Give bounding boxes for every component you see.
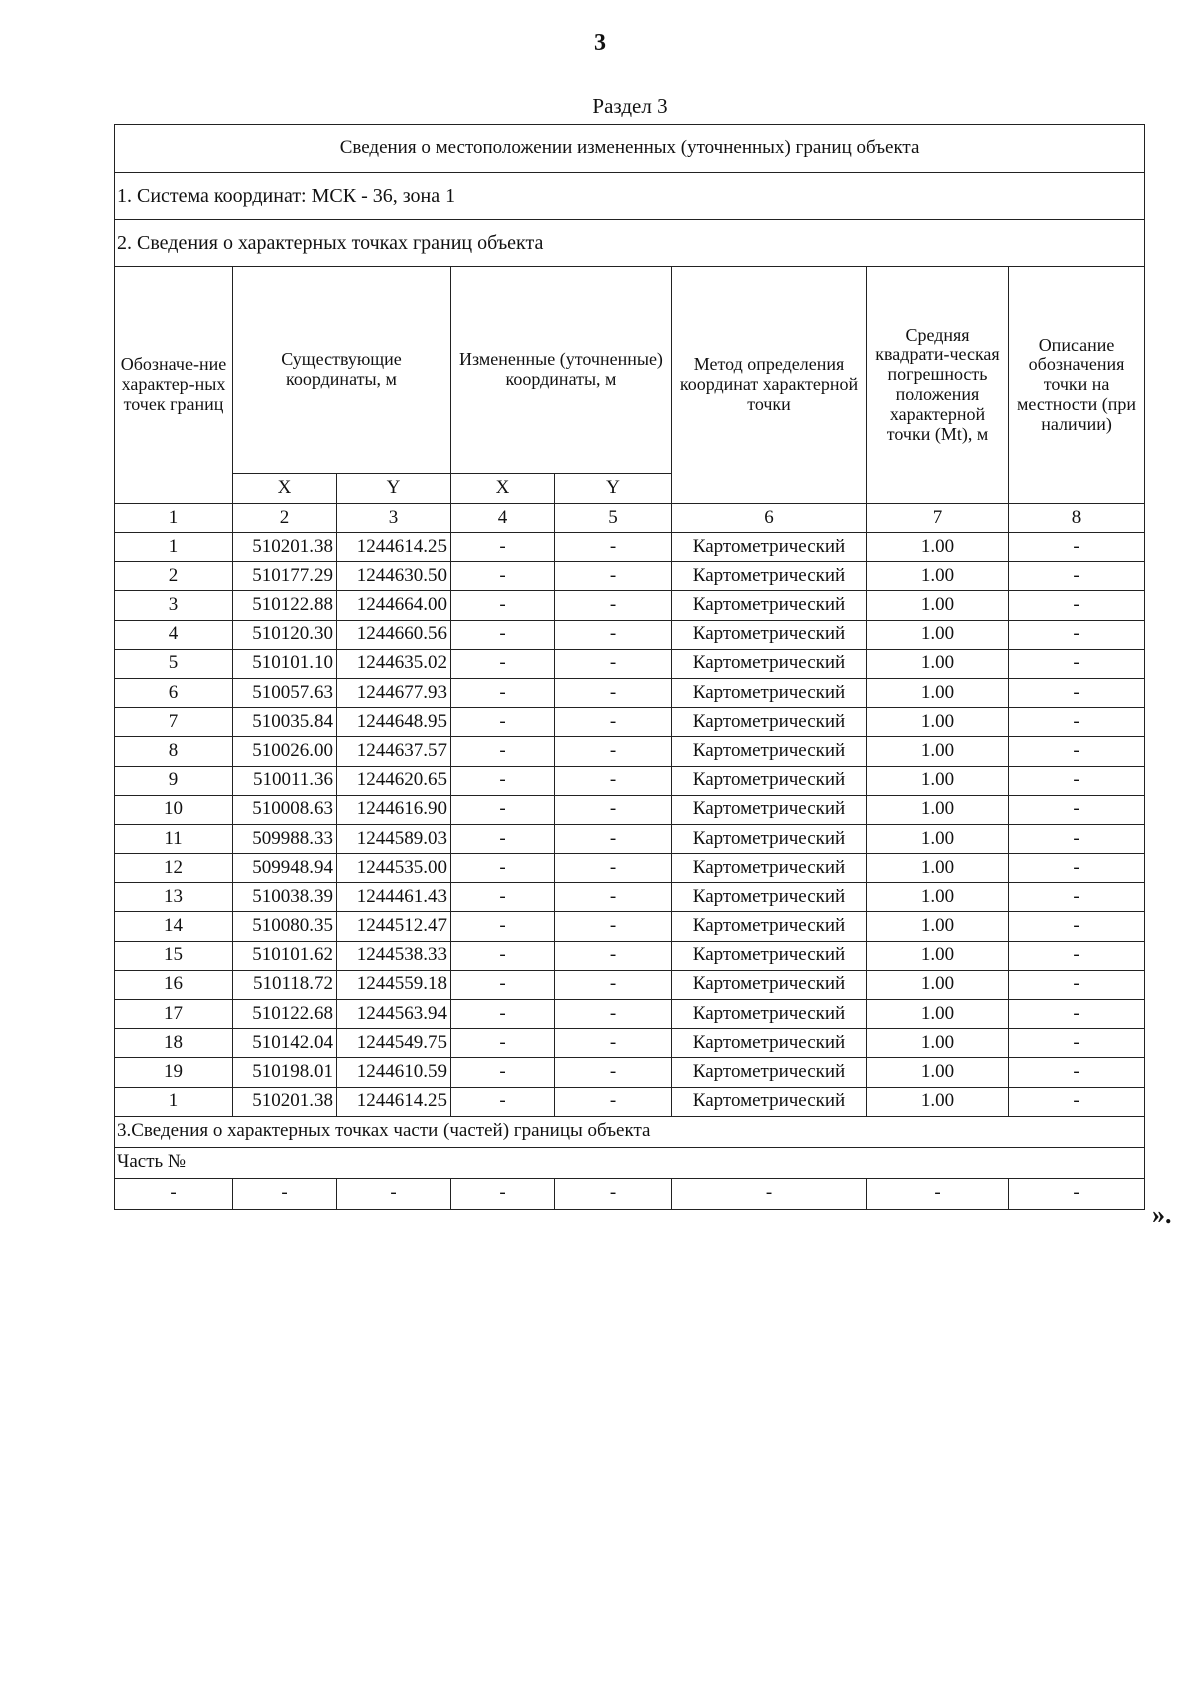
changed-x-cell: -	[451, 970, 555, 999]
changed-y-cell: -	[555, 620, 672, 649]
error-cell: 1.00	[867, 678, 1009, 707]
header-row	[115, 267, 1145, 474]
method-cell: Картометрический	[672, 766, 867, 795]
header-changed-x: X	[451, 474, 555, 504]
changed-y-cell: -	[555, 1058, 672, 1087]
existing-y-cell: 1244620.65	[337, 766, 451, 795]
changed-y-cell: -	[555, 533, 672, 562]
description-cell: -	[1009, 766, 1145, 795]
method-cell: Картометрический	[672, 649, 867, 678]
changed-y-cell: -	[555, 766, 672, 795]
page-number: 3	[594, 30, 606, 56]
point-number-cell: 6	[115, 678, 233, 707]
error-cell: 1.00	[867, 912, 1009, 941]
changed-y-cell: -	[555, 562, 672, 591]
description-cell: -	[1009, 737, 1145, 766]
table-title: Сведения о местоположении измененных (уточненных) границ объекта	[115, 125, 1145, 173]
existing-y-cell: 1244538.33	[337, 941, 451, 970]
description-cell: -	[1009, 912, 1145, 941]
header-error: Средняя квадрати-ческая погрешность положения характерной точки (Mt), м	[867, 267, 1009, 504]
existing-y-cell: 1244664.00	[337, 591, 451, 620]
error-cell: 1.00	[867, 1058, 1009, 1087]
existing-y-cell: 1244461.43	[337, 883, 451, 912]
error-cell: 1.00	[867, 708, 1009, 737]
changed-y-cell: -	[555, 1087, 672, 1116]
header-existing-coordinates: Существующие координаты, м	[233, 267, 451, 474]
existing-y-cell: 1244635.02	[337, 649, 451, 678]
point-number-cell: 2	[115, 562, 233, 591]
existing-y-cell: 1244614.25	[337, 1087, 451, 1116]
existing-y-cell: 1244614.25	[337, 533, 451, 562]
existing-x-cell: 510057.63	[233, 678, 337, 707]
description-cell: -	[1009, 678, 1145, 707]
changed-x-cell: -	[451, 1058, 555, 1087]
changed-x-cell: -	[451, 1087, 555, 1116]
changed-x-cell: -	[451, 533, 555, 562]
changed-x-cell: -	[451, 562, 555, 591]
method-cell: Картометрический	[672, 591, 867, 620]
point-number-cell: 15	[115, 941, 233, 970]
changed-y-cell: -	[555, 1029, 672, 1058]
changed-y-cell: -	[555, 591, 672, 620]
existing-y-cell: 1244610.59	[337, 1058, 451, 1087]
error-cell: 1.00	[867, 1087, 1009, 1116]
table-row	[115, 678, 1145, 707]
column-number: 5	[555, 504, 672, 533]
empty-cell: -	[233, 1178, 337, 1209]
existing-y-cell: 1244535.00	[337, 854, 451, 883]
header-existing-y: Y	[337, 474, 451, 504]
points-section-heading: 2. Сведения о характерных точках границ объекта	[115, 220, 1145, 267]
points-section-row	[115, 220, 1145, 267]
empty-part-row	[115, 1178, 1145, 1209]
changed-x-cell: -	[451, 1029, 555, 1058]
method-cell: Картометрический	[672, 1000, 867, 1029]
table-row	[115, 620, 1145, 649]
header-changed-coordinates: Измененные (уточненные) координаты, м	[451, 267, 672, 474]
changed-y-cell: -	[555, 970, 672, 999]
description-cell: -	[1009, 620, 1145, 649]
description-cell: -	[1009, 1087, 1145, 1116]
existing-x-cell: 509988.33	[233, 824, 337, 853]
method-cell: Картометрический	[672, 854, 867, 883]
changed-y-cell: -	[555, 824, 672, 853]
method-cell: Картометрический	[672, 678, 867, 707]
description-cell: -	[1009, 854, 1145, 883]
existing-x-cell: 510026.00	[233, 737, 337, 766]
method-cell: Картометрический	[672, 533, 867, 562]
changed-y-cell: -	[555, 941, 672, 970]
error-cell: 1.00	[867, 854, 1009, 883]
header-description: Описание обозначения точки на местности (при наличии)	[1009, 267, 1145, 504]
existing-x-cell: 510008.63	[233, 795, 337, 824]
changed-y-cell: -	[555, 1000, 672, 1029]
table-title-row	[115, 125, 1145, 173]
method-cell: Картометрический	[672, 620, 867, 649]
description-cell: -	[1009, 649, 1145, 678]
empty-cell: -	[1009, 1178, 1145, 1209]
method-cell: Картометрический	[672, 562, 867, 591]
existing-x-cell: 510038.39	[233, 883, 337, 912]
table-row	[115, 941, 1145, 970]
point-number-cell: 18	[115, 1029, 233, 1058]
point-number-cell: 8	[115, 737, 233, 766]
table-row	[115, 883, 1145, 912]
point-number-cell: 12	[115, 854, 233, 883]
existing-y-cell: 1244563.94	[337, 1000, 451, 1029]
changed-x-cell: -	[451, 620, 555, 649]
description-cell: -	[1009, 1058, 1145, 1087]
table-row	[115, 533, 1145, 562]
description-cell: -	[1009, 970, 1145, 999]
method-cell: Картометрический	[672, 737, 867, 766]
header-method: Метод определения координат характерной точки	[672, 267, 867, 504]
point-number-cell: 7	[115, 708, 233, 737]
description-cell: -	[1009, 1029, 1145, 1058]
method-cell: Картометрический	[672, 912, 867, 941]
parts-section-row	[115, 1116, 1145, 1147]
table-row	[115, 1058, 1145, 1087]
closing-quote: ».	[1152, 1200, 1172, 1229]
existing-x-cell: 510118.72	[233, 970, 337, 999]
error-cell: 1.00	[867, 941, 1009, 970]
error-cell: 1.00	[867, 824, 1009, 853]
parts-section-heading: 3.Сведения о характерных точках части (частей) границы объекта	[115, 1116, 1145, 1147]
existing-x-cell: 510101.10	[233, 649, 337, 678]
existing-x-cell: 510201.38	[233, 533, 337, 562]
error-cell: 1.00	[867, 533, 1009, 562]
description-cell: -	[1009, 1000, 1145, 1029]
existing-y-cell: 1244589.03	[337, 824, 451, 853]
point-number-cell: 16	[115, 970, 233, 999]
point-number-cell: 17	[115, 1000, 233, 1029]
existing-x-cell: 510201.38	[233, 1087, 337, 1116]
table-row	[115, 562, 1145, 591]
description-cell: -	[1009, 795, 1145, 824]
existing-x-cell: 510011.36	[233, 766, 337, 795]
changed-y-cell: -	[555, 883, 672, 912]
empty-cell: -	[672, 1178, 867, 1209]
section-label: Раздел 3	[592, 94, 668, 118]
changed-y-cell: -	[555, 708, 672, 737]
error-cell: 1.00	[867, 1000, 1009, 1029]
changed-x-cell: -	[451, 591, 555, 620]
changed-x-cell: -	[451, 854, 555, 883]
changed-x-cell: -	[451, 912, 555, 941]
error-cell: 1.00	[867, 883, 1009, 912]
changed-y-cell: -	[555, 795, 672, 824]
table-row	[115, 795, 1145, 824]
existing-y-cell: 1244637.57	[337, 737, 451, 766]
changed-x-cell: -	[451, 824, 555, 853]
column-number: 1	[115, 504, 233, 533]
changed-y-cell: -	[555, 912, 672, 941]
error-cell: 1.00	[867, 1029, 1009, 1058]
column-number: 2	[233, 504, 337, 533]
existing-y-cell: 1244549.75	[337, 1029, 451, 1058]
error-cell: 1.00	[867, 620, 1009, 649]
method-cell: Картометрический	[672, 1087, 867, 1116]
error-cell: 1.00	[867, 649, 1009, 678]
empty-cell: -	[115, 1178, 233, 1209]
changed-y-cell: -	[555, 737, 672, 766]
changed-x-cell: -	[451, 795, 555, 824]
column-number-row	[115, 504, 1145, 533]
changed-x-cell: -	[451, 708, 555, 737]
existing-y-cell: 1244660.56	[337, 620, 451, 649]
error-cell: 1.00	[867, 591, 1009, 620]
point-number-cell: 4	[115, 620, 233, 649]
error-cell: 1.00	[867, 562, 1009, 591]
column-number: 6	[672, 504, 867, 533]
description-cell: -	[1009, 591, 1145, 620]
description-cell: -	[1009, 941, 1145, 970]
description-cell: -	[1009, 708, 1145, 737]
method-cell: Картометрический	[672, 1058, 867, 1087]
table-row	[115, 766, 1145, 795]
column-number: 8	[1009, 504, 1145, 533]
method-cell: Картометрический	[672, 1029, 867, 1058]
error-cell: 1.00	[867, 795, 1009, 824]
changed-x-cell: -	[451, 883, 555, 912]
existing-x-cell: 510122.68	[233, 1000, 337, 1029]
empty-cell: -	[555, 1178, 672, 1209]
description-cell: -	[1009, 562, 1145, 591]
column-number: 3	[337, 504, 451, 533]
existing-x-cell: 510101.62	[233, 941, 337, 970]
empty-cell: -	[867, 1178, 1009, 1209]
point-number-cell: 1	[115, 533, 233, 562]
description-cell: -	[1009, 824, 1145, 853]
error-cell: 1.00	[867, 766, 1009, 795]
boundary-points-table	[114, 124, 1145, 1210]
column-number: 7	[867, 504, 1009, 533]
existing-y-cell: 1244648.95	[337, 708, 451, 737]
header-designation: Обозначе-ние характер-ных точек границ	[115, 267, 233, 504]
error-cell: 1.00	[867, 737, 1009, 766]
changed-x-cell: -	[451, 1000, 555, 1029]
existing-y-cell: 1244677.93	[337, 678, 451, 707]
changed-y-cell: -	[555, 854, 672, 883]
existing-x-cell: 510122.88	[233, 591, 337, 620]
changed-x-cell: -	[451, 678, 555, 707]
method-cell: Картометрический	[672, 708, 867, 737]
existing-x-cell: 510177.29	[233, 562, 337, 591]
header-existing-x: X	[233, 474, 337, 504]
point-number-cell: 13	[115, 883, 233, 912]
existing-y-cell: 1244512.47	[337, 912, 451, 941]
changed-x-cell: -	[451, 941, 555, 970]
point-number-cell: 1	[115, 1087, 233, 1116]
point-number-cell: 10	[115, 795, 233, 824]
method-cell: Картометрический	[672, 883, 867, 912]
existing-y-cell: 1244616.90	[337, 795, 451, 824]
description-cell: -	[1009, 533, 1145, 562]
part-number-label: Часть №	[115, 1147, 1145, 1178]
changed-x-cell: -	[451, 737, 555, 766]
part-number-row	[115, 1147, 1145, 1178]
changed-y-cell: -	[555, 649, 672, 678]
existing-x-cell: 509948.94	[233, 854, 337, 883]
table-row	[115, 1000, 1145, 1029]
method-cell: Картометрический	[672, 795, 867, 824]
table-row	[115, 854, 1145, 883]
point-number-cell: 3	[115, 591, 233, 620]
empty-cell: -	[451, 1178, 555, 1209]
table-row	[115, 1087, 1145, 1116]
error-cell: 1.00	[867, 970, 1009, 999]
method-cell: Картометрический	[672, 941, 867, 970]
point-number-cell: 9	[115, 766, 233, 795]
existing-x-cell: 510120.30	[233, 620, 337, 649]
existing-x-cell: 510080.35	[233, 912, 337, 941]
point-number-cell: 11	[115, 824, 233, 853]
table-row	[115, 824, 1145, 853]
table-row	[115, 708, 1145, 737]
existing-y-cell: 1244630.50	[337, 562, 451, 591]
coordinate-system-row	[115, 173, 1145, 220]
description-cell: -	[1009, 883, 1145, 912]
changed-x-cell: -	[451, 766, 555, 795]
existing-x-cell: 510035.84	[233, 708, 337, 737]
table-row	[115, 591, 1145, 620]
table-row	[115, 649, 1145, 678]
changed-y-cell: -	[555, 678, 672, 707]
point-number-cell: 5	[115, 649, 233, 678]
table-row	[115, 1029, 1145, 1058]
point-number-cell: 14	[115, 912, 233, 941]
existing-x-cell: 510142.04	[233, 1029, 337, 1058]
column-number: 4	[451, 504, 555, 533]
coordinate-system: 1. Система координат: МСК - 36, зона 1	[115, 173, 1145, 220]
table-row	[115, 970, 1145, 999]
table-row	[115, 912, 1145, 941]
table-row	[115, 737, 1145, 766]
existing-x-cell: 510198.01	[233, 1058, 337, 1087]
point-number-cell: 19	[115, 1058, 233, 1087]
empty-cell: -	[337, 1178, 451, 1209]
existing-y-cell: 1244559.18	[337, 970, 451, 999]
header-changed-y: Y	[555, 474, 672, 504]
method-cell: Картометрический	[672, 824, 867, 853]
method-cell: Картометрический	[672, 970, 867, 999]
changed-x-cell: -	[451, 649, 555, 678]
